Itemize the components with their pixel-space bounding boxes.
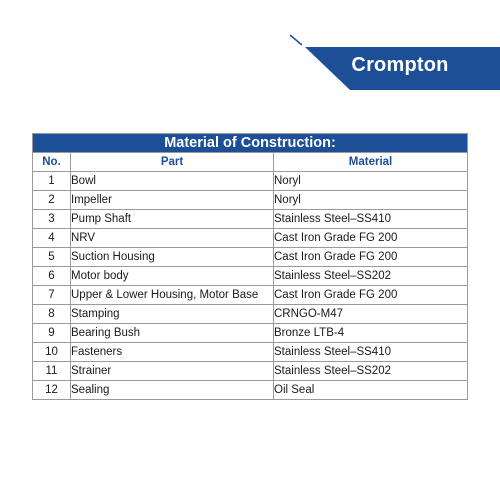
table-row xyxy=(33,248,468,267)
part-name: Suction Housing xyxy=(71,248,274,267)
material-name: Cast Iron Grade FG 200 xyxy=(274,286,468,305)
row-number: 4 xyxy=(33,229,71,248)
material-name: Stainless Steel–SS202 xyxy=(274,267,468,286)
row-number: 9 xyxy=(33,324,71,343)
material-name: Oil Seal xyxy=(274,381,468,400)
table-row xyxy=(33,324,468,343)
row-number: 1 xyxy=(33,172,71,191)
row-number: 10 xyxy=(33,343,71,362)
material-name: Noryl xyxy=(274,191,468,210)
part-name: Bowl xyxy=(71,172,274,191)
row-number: 2 xyxy=(33,191,71,210)
material-name: Stainless Steel–SS410 xyxy=(274,343,468,362)
material-name: Stainless Steel–SS410 xyxy=(274,210,468,229)
part-name: Motor body xyxy=(71,267,274,286)
column-header-part: Part xyxy=(71,153,274,172)
table-row xyxy=(33,210,468,229)
part-name: Impeller xyxy=(71,191,274,210)
material-name: CRNGO-M47 xyxy=(274,305,468,324)
material-name: Noryl xyxy=(274,172,468,191)
table-row xyxy=(33,191,468,210)
table-row xyxy=(33,343,468,362)
row-number: 7 xyxy=(33,286,71,305)
row-number: 8 xyxy=(33,305,71,324)
row-number: 12 xyxy=(33,381,71,400)
table-row xyxy=(33,172,468,191)
table-row xyxy=(33,305,468,324)
table-row xyxy=(33,267,468,286)
row-number: 11 xyxy=(33,362,71,381)
table-body xyxy=(33,172,468,400)
material-name: Cast Iron Grade FG 200 xyxy=(274,248,468,267)
part-name: Upper & Lower Housing, Motor Base xyxy=(71,286,274,305)
table-row xyxy=(33,286,468,305)
brand-name: Crompton xyxy=(351,54,449,76)
part-name: NRV xyxy=(71,229,274,248)
material-name: Stainless Steel–SS202 xyxy=(274,362,468,381)
material-of-construction-table xyxy=(32,133,468,400)
column-header-material: Material xyxy=(274,153,468,172)
part-name: Pump Shaft xyxy=(71,210,274,229)
part-name: Strainer xyxy=(71,362,274,381)
part-name: Fasteners xyxy=(71,343,274,362)
row-number: 3 xyxy=(33,210,71,229)
table-row xyxy=(33,381,468,400)
part-name: Sealing xyxy=(71,381,274,400)
part-name: Bearing Bush xyxy=(71,324,274,343)
row-number: 6 xyxy=(33,267,71,286)
crompton-logo xyxy=(290,33,500,93)
table-title: Material of Construction: xyxy=(33,134,468,153)
table-row xyxy=(33,229,468,248)
row-number: 5 xyxy=(33,248,71,267)
material-name: Bronze LTB-4 xyxy=(274,324,468,343)
column-header-no: No. xyxy=(33,153,71,172)
table-row xyxy=(33,362,468,381)
material-name: Cast Iron Grade FG 200 xyxy=(274,229,468,248)
part-name: Stamping xyxy=(71,305,274,324)
